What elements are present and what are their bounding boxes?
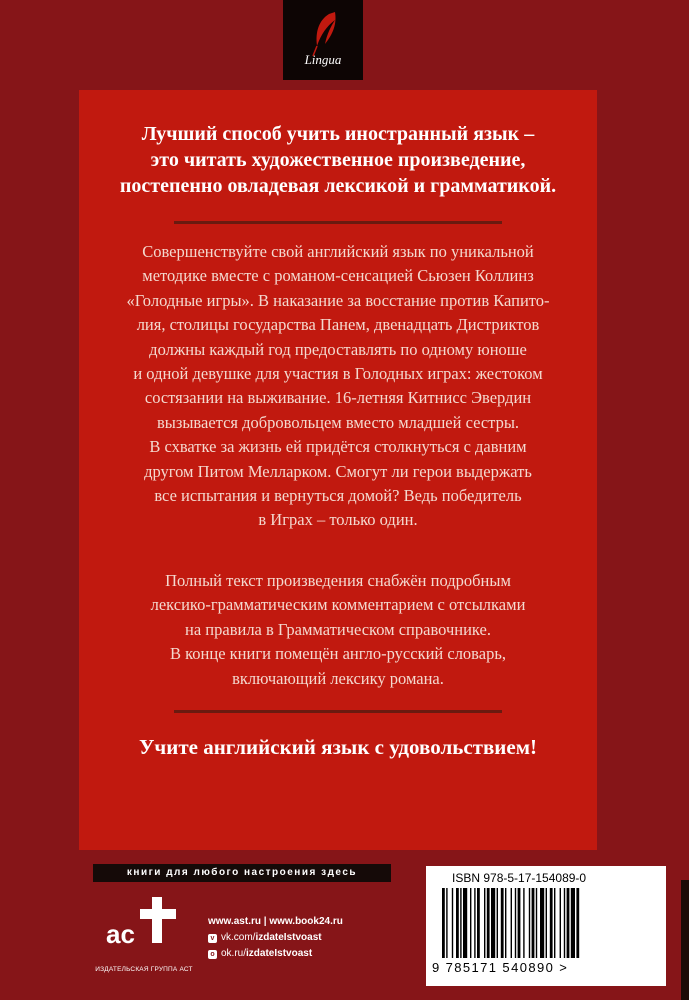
description-text: Совершенствуйте свой английский язык по уникальной методике вместе с романом-сенсацией Сьюзен Коллинз «Голодные игры». В наказание за восстание против Капито- лия, столицы государства Панем, двенадцать Дистриктов должны каждый год предоставлять по одному юноше и одной девушке для участия в Голодных играх: жестоком состязании на выживание. 16-летняя Китнисс Эвердин вызывается добровольцем вместо младшей сестры. В схватке за жизнь ей придётся столкнуться с давним другом Питом Мелларком. Смогут ли герои выдержать все испытания и вернуться домой? Ведь победитель в Играх – только один. [126,242,550,530]
quill-icon [283,0,363,60]
websites-link[interactable]: www.ast.ru | www.book24.ru [208,916,343,927]
tagline-bar: книги для любого настроения здесь [93,864,391,882]
svg-text:ac: ac [106,919,135,949]
edge-stripe [681,880,689,1000]
vk-icon: v [208,934,217,943]
logo-text: Lingua [304,52,342,67]
publisher-caption: ИЗДАТЕЛЬСКАЯ ГРУППА АСТ [95,966,193,973]
ast-logo [100,893,188,953]
ok-icon: o [208,950,217,959]
headline: Лучший способ учить иностранный язык – это читать художественное произведение, постепенно овладевая лексикой и грамматикой. [119,123,557,197]
ok-handle: izdateIstvoast [246,948,313,959]
ok-link[interactable] [208,946,343,962]
barcode-image [438,888,654,960]
vk-handle: izdateIstvoast [255,932,322,943]
barcode-digits: 9 785171 540890 > [432,960,569,975]
contacts [208,914,343,962]
barcode-box [426,866,666,986]
vk-prefix: vk.com/ [221,932,256,943]
description-panel [79,90,597,850]
ok-prefix: ok.ru/ [221,948,247,959]
lingua-logo [283,0,363,80]
isbn-text: ISBN 978-5-17-154089-0 [452,871,587,885]
commentary-text: Полный текст произведения снабжён подробным лексико-грамматическим комментарием с отсылками на правила в Грамматическом справочнике. В конце книги помещён англо-русский словарь, включающий лексику романа. [150,571,526,688]
vk-link[interactable] [208,930,343,946]
divider-top [174,221,502,224]
divider-bottom [174,710,502,713]
slogan: Учите английский язык с удовольствием! [138,735,538,759]
